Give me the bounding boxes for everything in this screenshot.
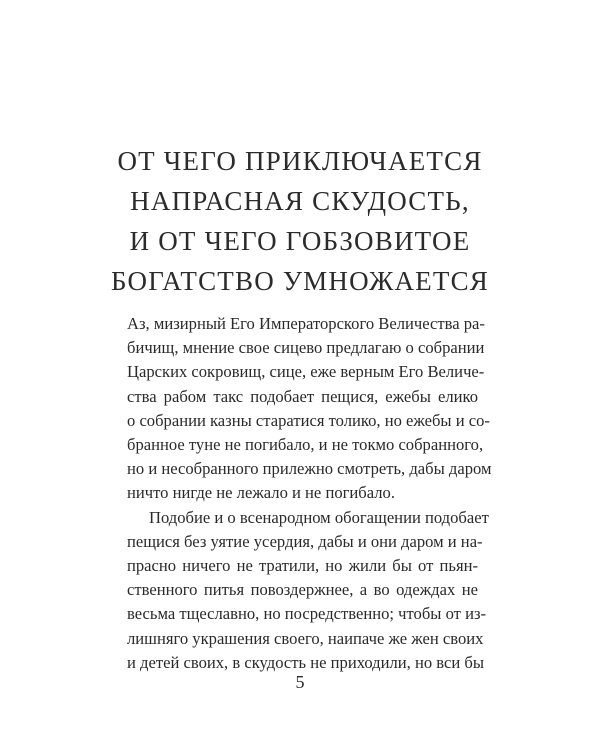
chapter-title [60,141,540,301]
text-line: но и несобранного прилежно смотреть, дабы даром [127,459,492,479]
chapter-title-line: ОТ ЧЕГО ПРИКЛЮЧАЕТСЯ [117,146,483,176]
text-line: о собрании казны старатися толико, но ежебы и со- [127,410,490,430]
text-line: ственного питья повоздержнее, а во одеждах не [127,580,478,600]
paragraph-2 [127,506,489,675]
body-text [127,312,492,675]
chapter-title-line: БОГАТСТВО УМНОЖАЕТСЯ [110,266,489,296]
text-line: пещися без уятие усердия, дабы и они даром и на- [127,531,483,551]
chapter-title-line: И ОТ ЧЕГО ГОБЗОВИТОЕ [129,226,471,256]
text-line: ства рабом такс подобает пещися, ежебы елико [127,386,478,406]
text-line: и детей своих, в скудость не приходили, но вси бы [127,652,485,672]
text-line: прасно ничего не тратили, но жили бы от пьян- [127,556,478,576]
text-line: ничто нигде не лежало и не погибало. [127,483,395,503]
chapter-title-line: НАПРАСНАЯ СКУДОСТЬ, [130,186,470,216]
text-line: Аз, мизирный Его Императорского Величества ра- [127,314,485,333]
text-line: Царских сокровищ, сице, еже верным Его Величе- [127,362,485,382]
text-line: Подобие и о всенародном обогащении подобает [149,507,489,527]
text-line: лишняго украшения своего, наипаче же жен своих [127,628,484,648]
page-number: 5 [295,672,305,692]
paragraph-1 [127,312,492,506]
text-line: бранное туне не погибало, и не токмо собранного, [127,435,484,455]
text-line: бичищ, мнение свое сицево предлагаю о собрании [127,338,485,358]
text-line: весьма тщеславно, но посредственно; чтобы от из- [127,604,487,624]
